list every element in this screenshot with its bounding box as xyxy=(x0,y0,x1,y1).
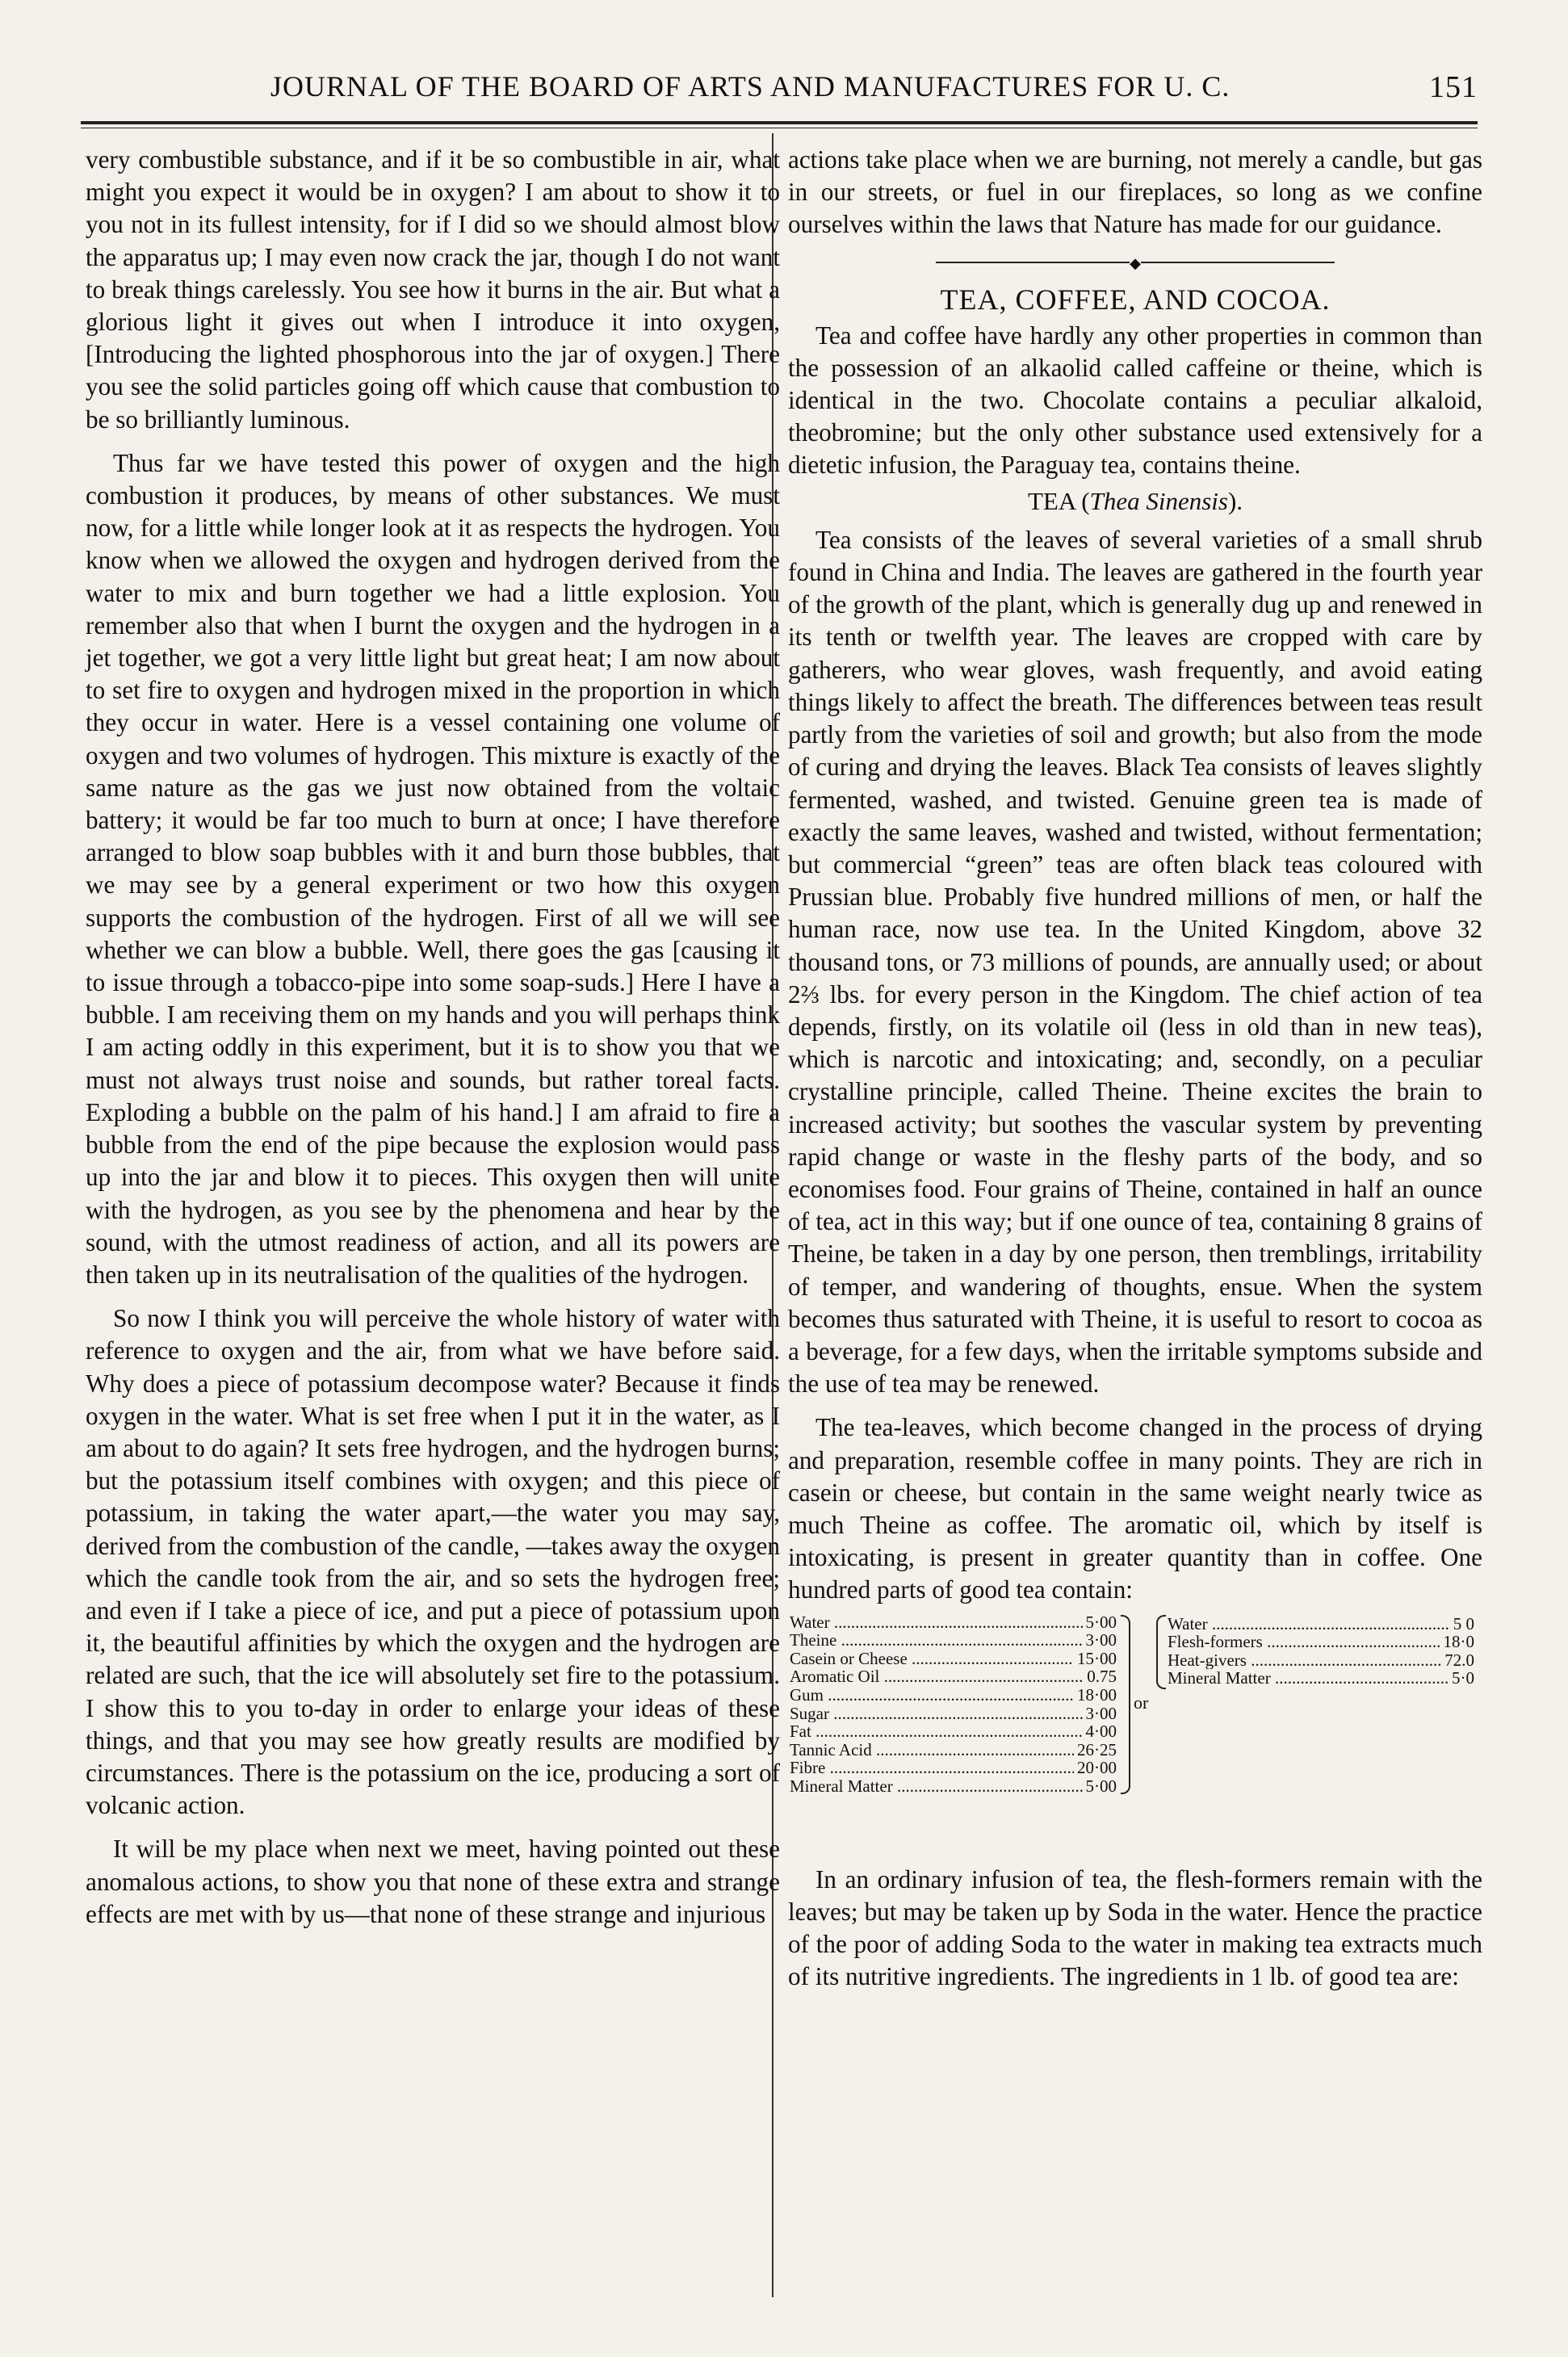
row-label: Flesh-formers ..... xyxy=(1168,1633,1440,1651)
table-row xyxy=(790,1686,1117,1705)
row-value: 5·00 xyxy=(1085,1612,1117,1632)
header-rule xyxy=(81,121,1478,124)
table-row xyxy=(790,1705,1117,1723)
row-value: 0.75 xyxy=(1087,1667,1117,1687)
row-value: 26·25 xyxy=(1077,1739,1117,1759)
row-value: 20·00 xyxy=(1077,1758,1117,1778)
section-title: TEA, COFFEE, AND COCOA. xyxy=(940,283,1331,317)
table-row xyxy=(790,1741,1117,1759)
row-label: Mineral Matter ..... xyxy=(1168,1669,1449,1688)
page-header xyxy=(81,69,1486,118)
paragraph: So now I think you will perceive the whole history of water with reference to oxygen and the air, from what we have before said. Why does a piece of potassium decompose water? Because it finds oxygen in the water. What is set free when I put it in the water, as I am about to do again? It sets free hydrogen, and the hydrogen burns; but the potassium itself combines with oxygen; and this piece of potassium, in taking the water apart,—the water you may say, derived from the combustion of the candle, —takes away the oxygen which the candle took from the air, and so sets the hydrogen free; and even if I take a piece of ice, and put a piece of potassium upon it, the beautiful affinities by which the oxygen and the hydrogen are related are such, that the ice will absolutely set fire to the potassium. I show this to you to-day in order to enlarge your ideas of these things, and that you may see how greatly results are modified by circumstances. There is the potassium on the ice, producing a sort of volcanic action. xyxy=(86,1304,780,1820)
subheading-latin: Thea Sinensis xyxy=(1089,486,1228,515)
row-label: Gum ..... xyxy=(790,1686,1074,1705)
page-number: 151 xyxy=(1429,70,1478,104)
journal-title: JOURNAL OF THE BOARD OF ARTS AND MANUFACTURES FOR U. C. xyxy=(270,70,1231,103)
subheading-word: TEA xyxy=(1027,486,1075,515)
row-label: Fibre ..... xyxy=(790,1759,1074,1777)
table-row xyxy=(1168,1651,1474,1670)
right-column xyxy=(788,144,1482,1993)
row-value: 3·00 xyxy=(1085,1703,1117,1723)
table-row xyxy=(790,1613,1117,1632)
row-value: 4·00 xyxy=(1085,1722,1117,1742)
right-brace xyxy=(1121,1615,1130,1794)
row-label: Tannic Acid ..... xyxy=(790,1741,1074,1759)
table-row xyxy=(790,1631,1117,1650)
summary-table xyxy=(1168,1615,1474,1688)
paragraph: It will be my place when next we meet, having pointed out these anomalous actions, to show you that none of these extra and strange effects are met with by us—that none of these strange and injurious xyxy=(86,1835,780,1928)
row-label: Heat-givers ..... xyxy=(1168,1651,1441,1670)
row-value: 3·00 xyxy=(1085,1630,1117,1650)
row-value: 15·00 xyxy=(1077,1648,1117,1668)
row-value: 5·0 xyxy=(1452,1668,1474,1688)
table-row xyxy=(790,1722,1117,1741)
table-row xyxy=(790,1667,1117,1686)
row-label: Casein or Cheese ..... xyxy=(790,1650,1074,1668)
row-label: Theine ..... xyxy=(790,1631,1083,1650)
table-row xyxy=(790,1650,1117,1668)
table-row xyxy=(790,1759,1117,1777)
row-label: Water ..... xyxy=(790,1613,1083,1632)
row-label: Aromatic Oil ..... xyxy=(790,1667,1084,1686)
row-label: Fat ..... xyxy=(790,1722,1083,1741)
subheading: TEA (Thea Sinensis). xyxy=(1027,486,1243,515)
paragraph: Tea and coffee have hardly any other properties in common than the possession of an alkaolid called caffeine or theine, which is identical in the two. Chocolate contains a peculiar alkaloid, theobromine; but the only other substance used extensively for a dietetic infusion, the Paraguay tea, contains theine. xyxy=(788,321,1482,480)
row-value: 5 0 xyxy=(1453,1613,1474,1634)
table-row xyxy=(1168,1669,1474,1688)
left-brace xyxy=(1156,1615,1166,1689)
row-value: 72.0 xyxy=(1444,1650,1474,1670)
row-label: Mineral Matter ..... xyxy=(790,1777,1083,1796)
paragraph: Thus far we have tested this power of oxygen and the high combustion it produces, by means of other substances. We must now, for a little while longer look at it as respects the hydrogen. You know when we allowed the oxygen and hydrogen derived from the water to mix and burn together we had a little explosion. You remember also that when I burnt the oxygen and the hydrogen in a jet together, we got a very little light but great heat; I am now about to set fire to oxygen and hydrogen mixed in the proportion in which they occur in water. Here is a vessel containing one volume of oxygen and two volumes of hydrogen. This mixture is exactly of the same nature as the gas we just now obtained from the voltaic battery; it would be far too much to burn at once; I have therefore arranged to blow soap bubbles with it and burn those bubbles, that we may see by a general experiment or two how this oxygen supports the combustion of the hydrogen. First of all we will see whether we can blow a bubble. Well, there goes the gas [causing it to issue through a tobacco-pipe into some soap-suds.] Here I have a bubble. I am receiving them on my hands and you will perhaps think I am acting oddly in this experiment, but it is to show you that we must not always trust noise and sounds, but rather toreal facts. Exploding a bubble on the palm of his hand.] I am afraid to fire a bubble from the end of the pipe because the explosion would pass up into the jar and blow it to pieces. This oxygen then will unite with the hydrogen, as you see by the phenomena and hear by the sound, with the utmost readiness of action, and all its powers are then taken up in its neutralisation of the qualities of the hydrogen. xyxy=(86,448,780,1289)
paragraph: actions take place when we are burning, not merely a candle, but gas in our streets, or fuel in our fireplaces, so long as we confine ourselves within the laws that Nature has made for our guidance. xyxy=(788,145,1482,239)
tea-composition-tables xyxy=(788,1613,1482,1856)
or-label: or xyxy=(1134,1692,1149,1713)
row-label: Sugar ..... xyxy=(790,1705,1083,1723)
row-value: 18·0 xyxy=(1443,1632,1474,1652)
row-value: 18·00 xyxy=(1077,1684,1117,1705)
row-value: 5·00 xyxy=(1085,1776,1117,1796)
paragraph: Tea consists of the leaves of several varieties of a small shrub found in China and India. The leaves are gathered in the fourth year of the growth of the plant, which is generally dug up and renewed in its tenth or twelfth year. The leaves are cropped with care by gatherers, who wear gloves, wash frequently, and avoid eating things likely to affect the breath. The differences between teas result partly from the varieties of soil and growth; but also from the mode of curing and drying the leaves. Black Tea consists of leaves slightly fermented, washed, and twisted. Genuine green tea is made of exactly the same leaves, washed and twisted, without fermentation; but commercial “green” teas are often black teas coloured with Prussian blue. Probably five hundred millions of men, or half the human race, now use tea. In the United Kingdom, above 32 thousand tons, or 73 millions of pounds, are annually used; or about 2⅔ lbs. for every person in the Kingdom. The chief action of tea depends, firstly, on its volatile oil (less in old than in new teas), which is narcotic and intoxicating; and, secondly, on a peculiar crystalline principle, called Theine. Theine excites the brain to increased activity; but soothes the vascular system by preventing rapid change or waste in the fleshy parts of the body, and so economises food. Four grains of Theine, contained in half an ounce of tea, act in this way; but if one ounce of tea, containing 8 grains of Theine, be taken in a day by one person, then tremblings, irritability of temper, and wandering of thoughts, ensue. When the system becomes thus saturated with Theine, it is useful to resort to cocoa as a beverage, for a few days, when the irritable symptoms subside and the use of tea may be renewed. xyxy=(788,525,1482,1399)
paragraph: very combustible substance, and if it be so combustible in air, what might you expect it would be in oxygen? I am about to show it to you not in its fullest intensity, for if I did so we should almost blow the apparatus up; I may even now crack the jar, though I do not want to break things carelessly. You see how it burns in the air. But what a glorious light it gives out when I introduce it into oxygen, [Introducing the lighted phosphorous into the jar of oxygen.] There you see the solid particles going off which cause that combustion to be so brilliantly luminous. xyxy=(86,145,780,434)
composition-table xyxy=(790,1613,1117,1796)
section-ornament: ◆ xyxy=(788,253,1482,271)
row-label: Water ..... xyxy=(1168,1615,1450,1634)
paragraph: In an ordinary infusion of tea, the flesh-formers remain with the leaves; but may be taken up by Soda in the water. Hence the practice of the poor of adding Soda to the water in making tea extracts much of its nutritive ingredients. The ingredients in 1 lb. of good tea are: xyxy=(788,1864,1482,1991)
left-column xyxy=(86,144,780,1931)
table-row xyxy=(790,1777,1117,1796)
table-row xyxy=(1168,1615,1474,1634)
paragraph: The tea-leaves, which become changed in the process of drying and preparation, resemble coffee in many points. They are rich in casein or cheese, but contain in the same weight nearly twice as much Theine as coffee. The aromatic oil, which by itself is intoxicating, is present in greater quantity than in coffee. One hundred parts of good tea contain: xyxy=(788,1413,1482,1604)
table-row xyxy=(1168,1633,1474,1651)
